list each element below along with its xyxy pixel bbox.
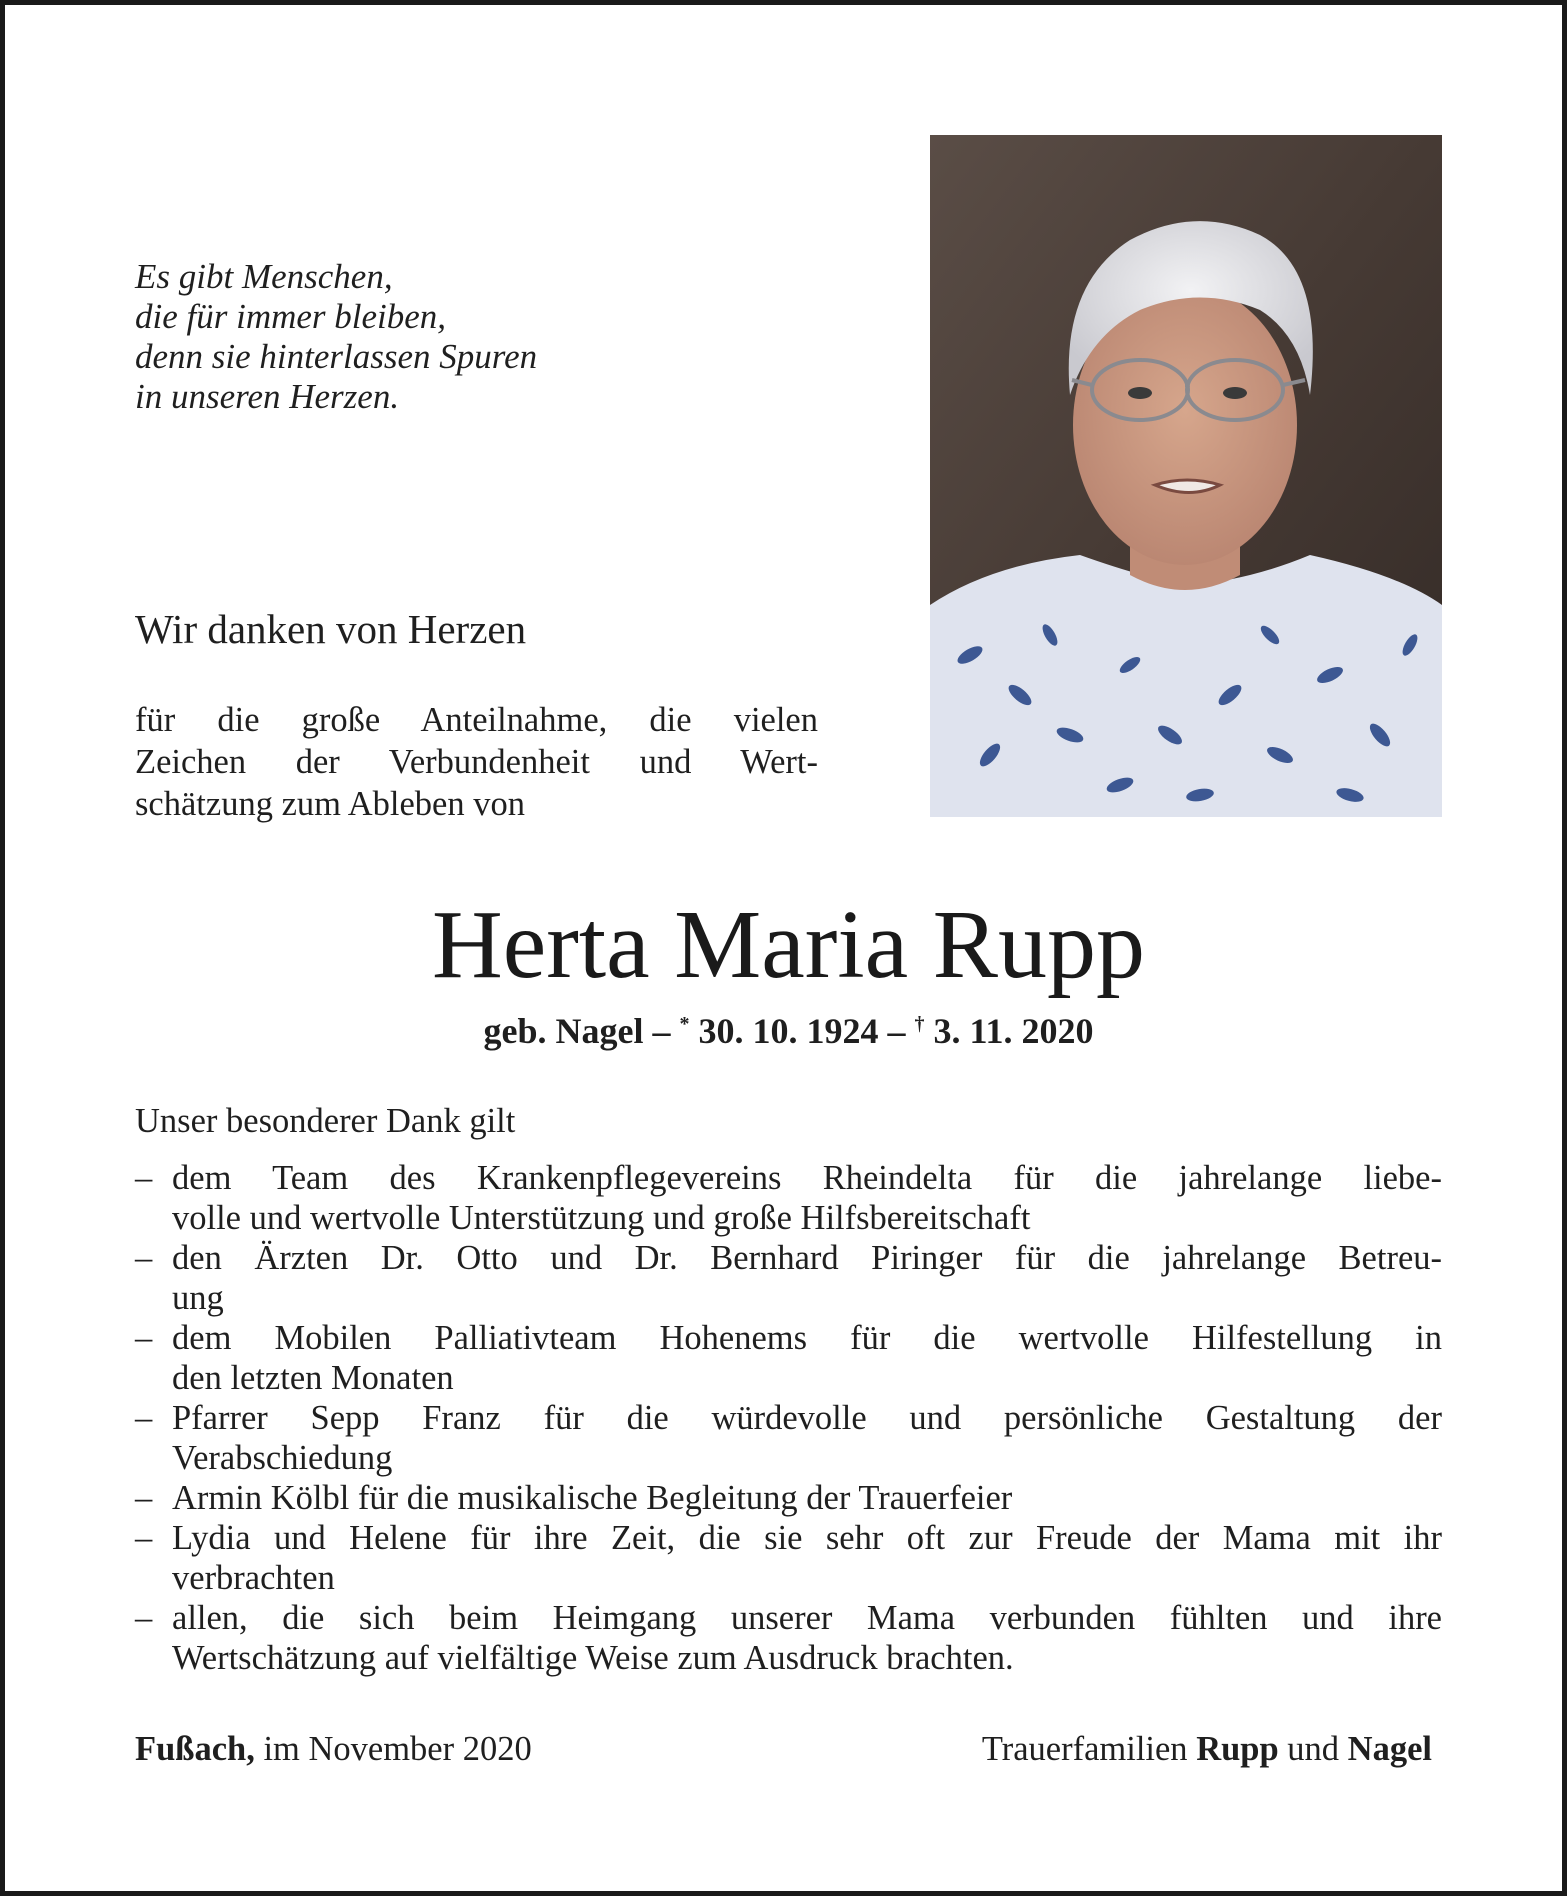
portrait-illustration (930, 135, 1442, 817)
list-line: volle und wertvolle Unterstützung und große Hilfsbereitschaft (172, 1199, 1031, 1237)
death-symbol: † (914, 1013, 925, 1035)
list-line: dem Team des Krankenpflegevereins Rheindelta für die jahrelange liebe- (172, 1159, 1442, 1197)
list-dash: – (135, 1159, 153, 1197)
list-item (135, 1158, 1442, 1238)
list-dash: – (135, 1519, 153, 1557)
date: im November 2020 (263, 1730, 532, 1768)
list-line: Pfarrer Sepp Franz für die würdevolle und persönliche Gestaltung der (172, 1399, 1442, 1437)
special-thanks-heading: Unser besonderer Dank gilt (135, 1102, 516, 1140)
list-line: Lydia und Helene für ihre Zeit, die sie sehr oft zur Freude der Mama mit ihr (172, 1519, 1442, 1557)
list-line: ung (172, 1279, 224, 1317)
portrait-photo (930, 135, 1442, 817)
list-dash: – (135, 1599, 153, 1637)
thanks-list (135, 1158, 1442, 1678)
intro-text (135, 699, 818, 825)
list-line: den letzten Monaten (172, 1359, 454, 1397)
birth-date: 30. 10. 1924 (698, 1011, 879, 1051)
deceased-name: Herta Maria Rupp (432, 891, 1145, 999)
list-line: dem Mobilen Palliativteam Hohenems für die wertvolle Hilfestellung in (172, 1319, 1442, 1357)
list-item (135, 1318, 1442, 1398)
list-line: Armin Kölbl für die musikalische Begleitung der Trauerfeier (172, 1479, 1013, 1517)
list-item (135, 1518, 1442, 1598)
thanks-heading: Wir danken von Herzen (135, 606, 527, 652)
list-line: den Ärzten Dr. Otto und Dr. Bernhard Piringer für die jahrelange Betreu- (172, 1239, 1442, 1277)
place: Fußach, (135, 1730, 255, 1768)
quote-line: die für immer bleiben, (135, 297, 447, 336)
life-dates (5, 1010, 1567, 1052)
separator: – (887, 1011, 906, 1051)
family-name-1: Rupp (1196, 1730, 1279, 1768)
memorial-quote (135, 257, 655, 417)
family-prefix: Trauerfamilien (981, 1730, 1188, 1768)
quote-line: denn sie hinterlassen Spuren (135, 337, 538, 376)
birth-name: geb. Nagel (483, 1011, 644, 1051)
list-item (135, 1598, 1442, 1678)
intro-line: schätzung zum Ableben von (135, 785, 525, 823)
family-name-2: Nagel (1347, 1730, 1432, 1768)
quote-line: Es gibt Menschen, (135, 257, 393, 296)
place-and-date (135, 1730, 532, 1769)
list-dash: – (135, 1319, 153, 1357)
death-date: 3. 11. 2020 (933, 1011, 1094, 1051)
intro-line: für die große Anteilnahme, die vielen (135, 701, 818, 739)
list-line: Verabschiedung (172, 1439, 393, 1477)
mourning-families (982, 1730, 1432, 1769)
list-dash: – (135, 1479, 153, 1517)
list-item (135, 1478, 1442, 1518)
list-line: verbrachten (172, 1559, 335, 1597)
intro-line: Zeichen der Verbundenheit und Wert- (135, 743, 818, 781)
separator: – (652, 1011, 671, 1051)
birth-symbol: * (679, 1013, 690, 1035)
list-line: Wertschätzung auf vielfältige Weise zum Ausdruck brachten. (172, 1639, 1014, 1677)
and-word: und (1287, 1730, 1340, 1768)
list-dash: – (135, 1399, 153, 1437)
list-item (135, 1238, 1442, 1318)
list-line: allen, die sich beim Heimgang unserer Mama verbunden fühlten und ihre (172, 1599, 1442, 1637)
list-item (135, 1398, 1442, 1478)
list-dash: – (135, 1239, 153, 1277)
quote-line: in unseren Herzen. (135, 377, 400, 416)
